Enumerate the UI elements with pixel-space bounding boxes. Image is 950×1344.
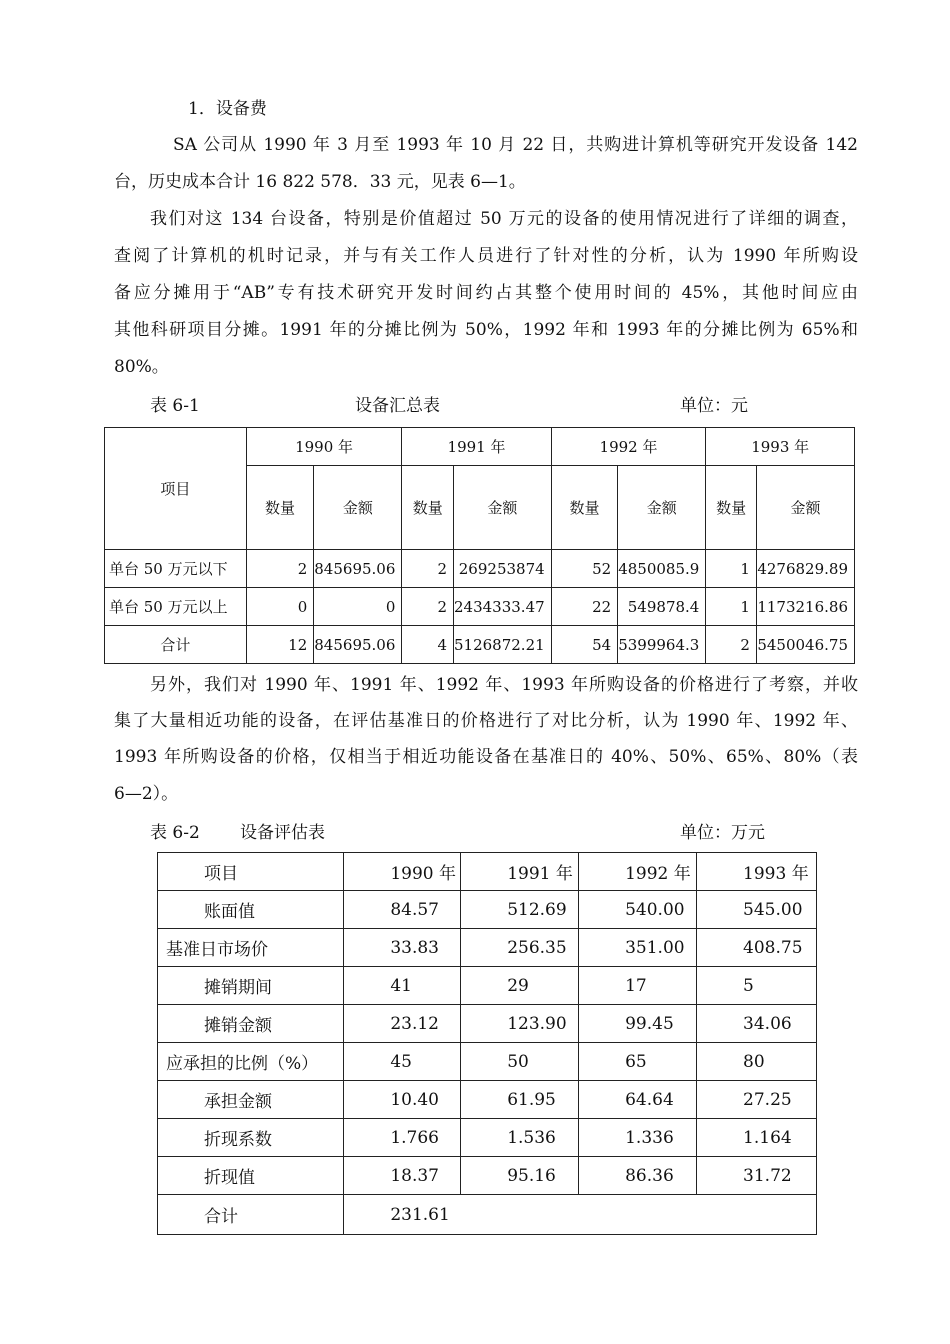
cell: 269253874: [454, 550, 552, 588]
cell: 5: [697, 967, 817, 1005]
cell: 2434333.47: [454, 588, 552, 626]
row-label: 合计: [105, 626, 247, 664]
cell: 545.00: [697, 891, 817, 929]
row-label: 账面值: [158, 891, 344, 929]
row-label: 折现值: [158, 1157, 344, 1195]
cell: 84.57: [344, 891, 461, 929]
year-header: 1990 年: [246, 428, 402, 466]
cell: 256.35: [461, 929, 579, 967]
table-row: [158, 1043, 817, 1081]
cell: 65: [579, 1043, 697, 1081]
table2-caption-number: 表 6-2: [150, 823, 200, 843]
paragraph-line: 我们对这 134 台设备，特别是价值超过 50 万元的设备的使用情况进行了详细的调查，: [150, 209, 858, 229]
cell: 0: [314, 588, 402, 626]
cell: 95.16: [461, 1157, 579, 1195]
cell: 12: [246, 626, 314, 664]
cell: 540.00: [579, 891, 697, 929]
cell: 31.72: [697, 1157, 817, 1195]
paragraph-line: SA 公司从 1990 年 3 月至 1993 年 10 月 22 日，共购进计算机等研究开发设备 142: [173, 135, 858, 155]
paragraph-line: 查阅了计算机的机时记录，并与有关工作人员进行了针对性的分析，认为 1990 年所购设: [114, 246, 858, 266]
cell: 408.75: [697, 929, 817, 967]
cell: 2: [246, 550, 314, 588]
row-label: 单台 50 万元以下: [105, 550, 247, 588]
cell: 45: [344, 1043, 461, 1081]
table-row: [158, 1081, 817, 1119]
year-header: 1992 年: [551, 428, 706, 466]
amount-header: 金额: [454, 466, 552, 550]
paragraph-line: 备应分摊用于“AB”专有技术研究开发时间约占其整个使用时间的 45%，其他时间应由: [114, 283, 858, 303]
total-value: 231.61: [344, 1195, 817, 1235]
cell: 50: [461, 1043, 579, 1081]
row-label: 折现系数: [158, 1119, 344, 1157]
quantity-header: 数量: [706, 466, 757, 550]
table-row: [158, 1119, 817, 1157]
cell: 5126872.21: [454, 626, 552, 664]
cell: 1.536: [461, 1119, 579, 1157]
table-row: [105, 588, 855, 626]
paragraph-line: 另外，我们对 1990 年、1991 年、1992 年、1993 年所购设备的价格进行了考察，并收: [150, 675, 858, 695]
cell: 86.36: [579, 1157, 697, 1195]
paragraph-line: 其他科研项目分摊。1991 年的分摊比例为 50%，1992 年和 1993 年的分摊比例为 65%和: [114, 320, 858, 340]
cell: 123.90: [461, 1005, 579, 1043]
table1-caption-unit: 单位：元: [680, 396, 748, 416]
row-label: 基准日市场价: [158, 929, 344, 967]
cell: 33.83: [344, 929, 461, 967]
paragraph-line: 80%。: [114, 357, 169, 377]
cell: 18.37: [344, 1157, 461, 1195]
cell: 2: [706, 626, 757, 664]
cell: 10.40: [344, 1081, 461, 1119]
cell: 1: [706, 550, 757, 588]
cell: 4276829.89: [756, 550, 854, 588]
cell: 17: [579, 967, 697, 1005]
table-row: [105, 550, 855, 588]
table2-caption-title: 设备评估表: [240, 823, 325, 843]
cell: 2: [402, 550, 454, 588]
equipment-valuation-table: [157, 852, 817, 1235]
table1-caption-title: 设备汇总表: [355, 396, 440, 416]
table-row: [158, 1005, 817, 1043]
year-header: 1990 年: [344, 853, 461, 891]
paragraph-line: 6—2）。: [114, 784, 179, 804]
cell: 64.64: [579, 1081, 697, 1119]
cell: 845695.06: [314, 626, 402, 664]
item-header: 项目: [158, 853, 344, 891]
cell: 41: [344, 967, 461, 1005]
row-label: 摊销期间: [158, 967, 344, 1005]
quantity-header: 数量: [551, 466, 618, 550]
cell: 845695.06: [314, 550, 402, 588]
table1-caption-number: 表 6-1: [150, 396, 200, 416]
cell: 549878.4: [618, 588, 706, 626]
cell: 351.00: [579, 929, 697, 967]
equipment-summary-table: [104, 427, 855, 664]
table-row: [105, 626, 855, 664]
cell: 2: [402, 588, 454, 626]
year-header: 1991 年: [402, 428, 551, 466]
cell: 0: [246, 588, 314, 626]
cell: 1173216.86: [756, 588, 854, 626]
cell: 52: [551, 550, 618, 588]
cell: 99.45: [579, 1005, 697, 1043]
header-row: [158, 853, 817, 891]
cell: 1: [706, 588, 757, 626]
item-header: 项目: [105, 428, 247, 550]
year-header: 1993 年: [706, 428, 855, 466]
row-label: 摊销金额: [158, 1005, 344, 1043]
table-row: [158, 967, 817, 1005]
cell: 29: [461, 967, 579, 1005]
cell: 34.06: [697, 1005, 817, 1043]
quantity-header: 数量: [246, 466, 314, 550]
paragraph-line: 集了大量相近功能的设备，在评估基准日的价格进行了对比分析，认为 1990 年、1992 年、: [114, 711, 858, 731]
cell: 4: [402, 626, 454, 664]
quantity-header: 数量: [402, 466, 454, 550]
section-heading: 1．设备费: [188, 99, 267, 119]
year-header: 1991 年: [461, 853, 579, 891]
year-header: 1993 年: [697, 853, 817, 891]
table2-caption-unit: 单位：万元: [680, 823, 765, 843]
cell: 5450046.75: [756, 626, 854, 664]
cell: 5399964.3: [618, 626, 706, 664]
paragraph-line: 台，历史成本合计 16 822 578．33 元，见表 6—1。: [114, 172, 526, 192]
table-row: [158, 1157, 817, 1195]
table-row: [158, 929, 817, 967]
cell: 4850085.9: [618, 550, 706, 588]
paragraph-line: 1993 年所购设备的价格，仅相当于相近功能设备在基准日的 40%、50%、65%、80%（表: [114, 747, 858, 767]
amount-header: 金额: [756, 466, 854, 550]
amount-header: 金额: [618, 466, 706, 550]
cell: 54: [551, 626, 618, 664]
cell: 23.12: [344, 1005, 461, 1043]
cell: 61.95: [461, 1081, 579, 1119]
cell: 27.25: [697, 1081, 817, 1119]
total-row: [158, 1195, 817, 1235]
total-label: 合计: [158, 1195, 344, 1235]
amount-header: 金额: [314, 466, 402, 550]
table-row: [158, 891, 817, 929]
cell: 1.766: [344, 1119, 461, 1157]
year-header: 1992 年: [579, 853, 697, 891]
row-label: 单台 50 万元以上: [105, 588, 247, 626]
cell: 1.336: [579, 1119, 697, 1157]
cell: 22: [551, 588, 618, 626]
cell: 80: [697, 1043, 817, 1081]
row-label: 承担金额: [158, 1081, 344, 1119]
row-label: 应承担的比例（%）: [158, 1043, 344, 1081]
cell: 1.164: [697, 1119, 817, 1157]
cell: 512.69: [461, 891, 579, 929]
